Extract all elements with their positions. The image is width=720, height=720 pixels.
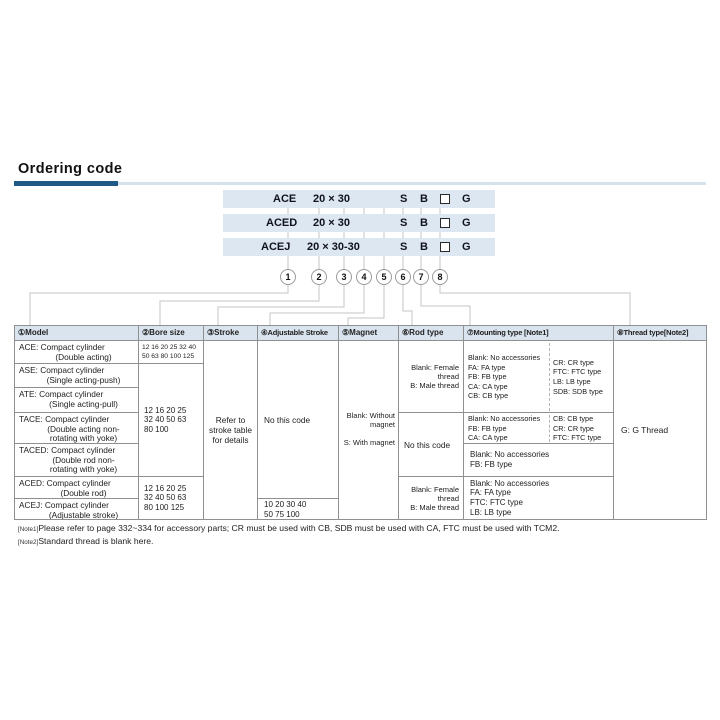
rod-line: No this code: [404, 439, 451, 450]
model-line: ASE: Compact cylinder: [19, 365, 105, 375]
rod-line: thread: [437, 493, 459, 503]
note-2: [18, 536, 153, 546]
code-rod-ace: B: [420, 193, 428, 205]
code-size-aced: 20 × 30: [313, 217, 351, 229]
code-size-ace: 20 × 30: [313, 193, 351, 205]
code-size-acej: 20 × 30-30: [307, 241, 360, 253]
col-header-bore-size: ②Bore size: [139, 326, 204, 341]
bore-line: 80 100 125: [144, 502, 185, 512]
model-line: (Double rod): [60, 487, 107, 498]
mounting-cell-b: [464, 413, 614, 444]
col-header-magnet: ⑤Magnet: [339, 326, 399, 341]
model-line: TACED: Compact cylinder: [19, 445, 116, 455]
model-cell-ase: [15, 364, 139, 388]
rod-type-cell-bottom: [399, 477, 464, 520]
placeholder-box-icon: [440, 218, 450, 228]
model-line: TACE: Compact cylinder: [19, 414, 110, 424]
model-line: rotating with yoke): [49, 433, 118, 444]
mounting-cell-c: [464, 444, 614, 477]
rod-line: B: Male thread: [410, 502, 459, 512]
mounting-option: CA: CA type: [468, 381, 508, 391]
mounting-list-right: [553, 413, 611, 444]
mounting-option: FA: FA type: [468, 362, 506, 372]
mounting-option: FA: FA type: [470, 488, 511, 498]
mounting-cell-d: [464, 477, 614, 520]
model-line: rotating with yoke): [49, 464, 118, 475]
note-text: Standard thread is blank here.: [38, 536, 154, 546]
adjustable-stroke-text: No this code: [264, 414, 311, 425]
rod-line: B: Male thread: [410, 381, 459, 390]
title-underline-dark: [14, 181, 118, 186]
stroke-cell: [204, 341, 258, 520]
adjustable-stroke-acej-cell: [258, 499, 339, 520]
mounting-option: FTC: FTC type: [553, 367, 602, 377]
adjustable-stroke-none-cell: [258, 341, 339, 499]
mounting-option: CB: CB type: [468, 391, 509, 401]
title-underline-light: [118, 182, 706, 185]
rod-line: thread: [437, 372, 459, 381]
model-line: ACE: Compact cylinder: [19, 342, 105, 352]
mounting-option: FTC: FTC type: [470, 498, 523, 507]
bore-cell-ace: [139, 341, 204, 364]
adjustable-stroke-line: 50 75 100: [264, 509, 300, 519]
code-band-ace: [223, 190, 495, 208]
rod-type-cell-none: [399, 413, 464, 477]
mounting-list-left: [468, 413, 548, 444]
col-header-rod-type: ⑥Rod type: [399, 326, 464, 341]
code-thread-aced: G: [462, 217, 471, 229]
mounting-option: SDB: SDB type: [553, 386, 603, 396]
position-circle-5: 5: [376, 269, 392, 285]
position-circle-7: 7: [413, 269, 429, 285]
mounting-cell-a: [464, 341, 614, 413]
col-header-mounting-type: ⑦Mounting type [Note1]: [464, 326, 614, 341]
position-circle-4: 4: [356, 269, 372, 285]
code-rod-acej: B: [420, 241, 428, 253]
position-circle-1: 1: [280, 269, 296, 285]
rod-line: Blank: Female: [411, 363, 459, 372]
col-header-thread-type: ⑧Thread type[Note2]: [614, 326, 707, 341]
code-magnet-ace: S: [400, 193, 408, 205]
bore-line: 12 16 20 25: [144, 405, 187, 415]
position-circle-3: 3: [336, 269, 352, 285]
rod-type-cell-top: [399, 341, 464, 413]
note-1: [18, 523, 560, 533]
bore-line: 12 16 20 25: [144, 483, 187, 493]
model-cell-ace: [15, 341, 139, 364]
mounting-option: FB: FB type: [468, 423, 507, 433]
code-thread-acej: G: [462, 241, 471, 253]
code-model-ace: ACE: [273, 193, 297, 205]
mounting-list-left: [468, 341, 548, 413]
mounting-option: Blank: No accessories: [468, 414, 541, 424]
code-rod-aced: B: [420, 217, 428, 229]
bore-cell-bottom: [139, 477, 204, 520]
model-line: (Single acting-pull): [49, 398, 118, 409]
stroke-line: for details: [212, 435, 249, 445]
model-cell-tace: [15, 413, 139, 444]
thread-type-text: G: G Thread: [621, 425, 669, 435]
mounting-option: CA: CA type: [468, 433, 508, 443]
thread-type-cell: [614, 341, 707, 520]
stroke-line: Refer to: [215, 415, 246, 425]
mounting-option: CR: CR type: [553, 357, 594, 367]
col-header-model: ①Model: [15, 326, 139, 341]
mounting-option: FB: FB type: [468, 372, 507, 382]
mounting-option: FTC: FTC type: [553, 433, 602, 443]
bore-line: 32 40 50 63: [144, 493, 187, 503]
sub-column-divider: [549, 343, 550, 411]
code-magnet-acej: S: [400, 241, 408, 253]
ordering-table: [14, 325, 707, 520]
stroke-line: stroke table: [209, 425, 252, 435]
mounting-option: LB: LB type: [470, 507, 512, 517]
model-line: (Adjustable stroke): [48, 509, 119, 520]
position-circle-8: 8: [432, 269, 448, 285]
col-header-adjustable-stroke: ④Adjustable Stroke: [258, 326, 339, 341]
model-line: (Single acting-push): [46, 374, 121, 385]
bore-line: 80 100: [144, 424, 169, 434]
code-model-acej: ACEJ: [261, 241, 291, 253]
code-magnet-aced: S: [400, 217, 408, 229]
model-line: ACED: Compact cylinder: [19, 478, 111, 488]
mounting-option: FB: FB type: [470, 460, 513, 469]
model-cell-aced: [15, 477, 139, 499]
mounting-option: Blank: No accessories: [470, 450, 550, 460]
model-cell-acej: [15, 499, 139, 520]
rod-line: Blank: Female: [411, 484, 459, 494]
mounting-list-right: [553, 341, 611, 413]
note-tag: [Note2]: [18, 539, 39, 546]
model-line: ACEJ: Compact cylinder: [19, 500, 109, 510]
magnet-line: S: With magnet: [343, 437, 395, 447]
model-cell-taced: [15, 444, 139, 477]
bore-line: 32 40 50 63: [144, 415, 187, 425]
adjustable-stroke-line: 10 20 30 40: [264, 500, 307, 509]
model-line: (Double acting): [55, 351, 112, 362]
mounting-option: LB: LB type: [553, 377, 591, 386]
code-thread-ace: G: [462, 193, 471, 205]
mounting-option: CR: CR type: [553, 423, 594, 433]
mounting-option: Blank: No accessories: [470, 478, 550, 488]
model-cell-ate: [15, 388, 139, 413]
model-line: ATE: Compact cylinder: [19, 389, 104, 399]
magnet-line: magnet: [369, 420, 395, 430]
code-band-aced: [223, 214, 495, 232]
mounting-option: Blank: No accessories: [468, 353, 541, 363]
sub-column-divider: [549, 415, 550, 442]
code-model-aced: ACED: [266, 217, 298, 229]
placeholder-box-icon: [440, 242, 450, 252]
model-line: (Double acting non-: [47, 423, 120, 434]
col-header-stroke: ③Stroke: [204, 326, 258, 341]
note-text: Please refer to page 332~334 for accessory parts; CR must be used with CB, SDB must be used with CA, FTC must be used with TCM2.: [38, 523, 560, 533]
position-circle-6: 6: [395, 269, 411, 285]
bore-cell-mid: [139, 364, 204, 477]
magnet-cell: [339, 341, 399, 520]
position-circle-2: 2: [311, 269, 327, 285]
note-tag: [Note1]: [18, 526, 39, 533]
model-line: (Double rod non-: [52, 454, 115, 465]
bore-line: 12 16 20 25 32 40: [142, 344, 196, 351]
placeholder-box-icon: [440, 194, 450, 204]
bore-line: 50 63 80 100 125: [142, 352, 195, 360]
mounting-option: CB: CB type: [553, 414, 594, 424]
page-title: Ordering code: [18, 161, 123, 177]
magnet-line: Blank: Without: [346, 411, 395, 421]
